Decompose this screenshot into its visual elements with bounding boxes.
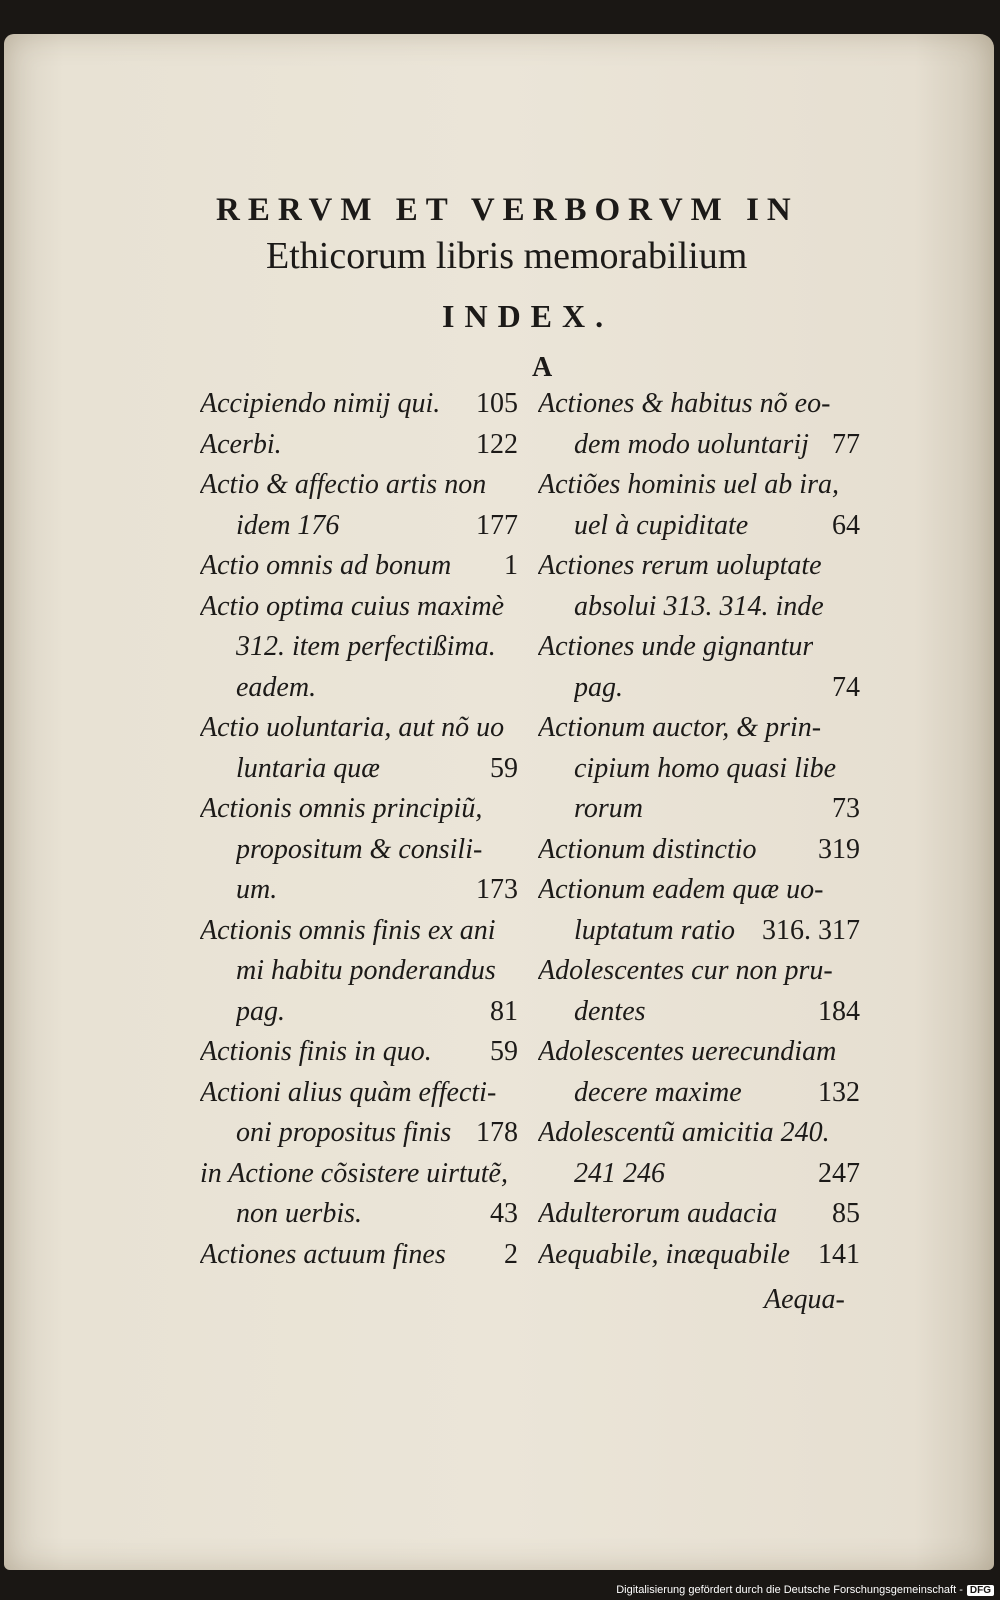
index-entry <box>200 546 518 586</box>
index-entry <box>538 1235 860 1275</box>
index-entry-text: idem 176 <box>236 509 340 541</box>
index-entry-page <box>510 951 518 991</box>
index-entry <box>200 789 518 829</box>
index-entry-page: 316. 317 <box>762 914 860 946</box>
footer-text: Digitalisierung gefördert durch die Deutsche Forschungsgemeinschaft - <box>616 1584 963 1596</box>
index-entry-page <box>852 951 860 991</box>
index-entry-text: uel à cupiditate <box>574 509 749 541</box>
index-entry <box>574 789 860 829</box>
index-entry-text: Actio optima cuius maximè <box>200 590 505 622</box>
index-entry-page <box>852 1032 860 1072</box>
index-entry <box>538 1194 860 1234</box>
index-entry <box>574 1154 860 1194</box>
index-entry <box>200 1073 518 1113</box>
index-entry <box>236 992 518 1032</box>
index-entry-text: luntaria quæ <box>236 752 380 784</box>
index-entry-text: Actioni alius quàm effecti- <box>200 1076 497 1108</box>
index-entry-text: Actiões hominis uel ab ira, <box>538 469 839 500</box>
digitization-footer <box>616 1584 994 1596</box>
index-entry-text: Adolescentes uerecundiam <box>538 1036 837 1067</box>
index-entry-text: luptatum ratio <box>574 914 736 946</box>
index-entry-page <box>852 384 860 424</box>
index-entry <box>200 1154 518 1194</box>
index-entry-text: Aequabile, inæquabile <box>538 1238 790 1270</box>
index-entry-text: Actionis omnis finis ex ani <box>200 914 496 946</box>
index-entry <box>236 1194 518 1234</box>
index-entry <box>236 506 518 546</box>
index-entry-text: Actiones rerum uoluptate <box>538 550 822 581</box>
index-entry-text: Adolescentũ amicitia 240. <box>538 1117 830 1148</box>
index-heading-line2: Ethicorum libris memorabilium <box>266 235 748 277</box>
index-entry-text: pag. <box>236 995 285 1027</box>
index-entry-page <box>510 789 518 829</box>
section-letter: A <box>532 352 553 383</box>
index-entry-text: absolui 313. 314. inde <box>574 590 824 622</box>
index-entry-page: 178 <box>476 1117 518 1148</box>
index-entry-page <box>852 627 860 667</box>
index-entry <box>574 1073 860 1113</box>
index-entry <box>200 708 518 748</box>
index-entry-page <box>852 1113 860 1153</box>
index-entry-page: 77 <box>832 428 860 460</box>
index-entry-page <box>510 668 518 708</box>
index-entry <box>538 870 860 910</box>
index-entry-page <box>852 465 860 505</box>
index-entry-text: propositum & consili- <box>236 833 483 865</box>
index-entry-text: Actiones actuum fines <box>200 1238 446 1270</box>
index-entry-text: Actio uoluntaria, aut nõ uo <box>200 712 505 743</box>
index-entry-page: 59 <box>490 752 518 784</box>
index-entry <box>200 384 518 424</box>
index-entry <box>574 587 860 627</box>
index-entry-text: dentes <box>574 995 646 1027</box>
index-entry <box>574 749 860 789</box>
index-entry-page <box>852 708 860 748</box>
index-entry <box>574 668 860 708</box>
index-entry-text: Actio & affectio artis non <box>200 469 487 500</box>
index-entry-text: Actionum distinctio <box>538 833 757 865</box>
index-entry-page: 73 <box>832 793 860 824</box>
index-entry-page <box>510 587 518 627</box>
index-entry-page: 74 <box>832 671 860 703</box>
index-entry-page <box>852 587 860 627</box>
index-entry <box>200 1235 518 1275</box>
index-entry-text: mi habitu ponderandus <box>236 955 496 986</box>
index-entry-page: 122 <box>476 428 518 460</box>
index-entry <box>538 830 860 870</box>
index-entry <box>538 546 860 586</box>
index-entry-text: Actionis finis in quo. <box>200 1036 432 1067</box>
index-entry-text: um. <box>236 874 278 905</box>
index-entry-text: eadem. <box>236 671 317 703</box>
index-entry <box>574 425 860 465</box>
index-entry-page: 43 <box>490 1198 518 1229</box>
index-entry <box>538 465 860 505</box>
index-entry-text: rorum <box>574 793 643 824</box>
catchword: Aequa- <box>764 1284 845 1315</box>
index-entry <box>200 587 518 627</box>
index-entry-page <box>510 1154 518 1194</box>
index-entry-text: Adulterorum audacia <box>538 1198 778 1229</box>
index-entry-text: Adolescentes cur non pru- <box>538 955 833 986</box>
index-heading-title: INDEX. <box>442 298 614 334</box>
index-entry <box>200 425 518 465</box>
index-entry-text: non uerbis. <box>236 1198 362 1229</box>
index-entry-page: 319 <box>818 833 860 865</box>
index-entry-text: oni propositus finis <box>236 1117 452 1148</box>
index-entry-page <box>510 830 518 870</box>
index-entry <box>236 1113 518 1153</box>
index-entry-page: 184 <box>818 995 860 1027</box>
index-entry-page: 132 <box>818 1076 860 1108</box>
index-entry-text: Actiones & habitus nõ eo- <box>538 388 831 419</box>
index-entry-text: Actionum auctor, & prin- <box>538 712 822 743</box>
index-entry-page: 247 <box>818 1157 860 1189</box>
index-entry <box>574 506 860 546</box>
index-entry-page: 85 <box>832 1198 860 1229</box>
index-entry-text: Actionum eadem quæ uo- <box>538 874 824 905</box>
index-entry <box>236 668 518 708</box>
index-entry <box>200 465 518 505</box>
index-entry-page <box>852 749 860 789</box>
index-entry-page <box>510 911 518 951</box>
index-entry-text: in Actione cõsistere uirtutẽ, <box>200 1157 508 1189</box>
dfg-logo-icon: DFG <box>967 1585 994 1596</box>
index-entry-text: 241 246 <box>574 1157 665 1189</box>
index-entry <box>236 830 518 870</box>
index-entry <box>538 1032 860 1072</box>
index-entry-text: Actio omnis ad bonum <box>200 550 452 581</box>
index-entry-text: Acerbi. <box>200 428 282 460</box>
index-entry <box>538 627 860 667</box>
index-entry-text: cipium homo quasi libe <box>574 752 837 784</box>
index-entry-page: 105 <box>476 388 518 419</box>
index-entry <box>200 911 518 951</box>
index-entry-text: Accipiendo nimij qui. <box>200 388 441 419</box>
index-entry-page: 177 <box>476 509 518 541</box>
index-entry <box>236 749 518 789</box>
index-entry-page <box>852 870 860 910</box>
index-entry-text: Actiones unde gignantur <box>538 631 814 662</box>
index-entry-text: pag. <box>574 671 623 703</box>
index-entry <box>236 951 518 991</box>
index-entry-page <box>510 465 518 505</box>
index-entry <box>538 1113 860 1153</box>
index-entry-page: 1 <box>504 550 518 581</box>
index-entry-page: 141 <box>818 1238 860 1270</box>
index-entry-page: 81 <box>490 995 518 1027</box>
index-entry <box>538 951 860 991</box>
index-entry-page: 59 <box>490 1036 518 1067</box>
index-entry-page <box>510 627 518 667</box>
index-heading-line1: RERVM ET VERBORVM IN <box>216 192 799 228</box>
index-entry <box>200 1032 518 1072</box>
index-entry-page: 64 <box>832 509 860 541</box>
index-entry <box>574 992 860 1032</box>
index-entry <box>538 708 860 748</box>
index-entry-page <box>510 1073 518 1113</box>
index-entry-page <box>510 708 518 748</box>
index-entry <box>574 911 860 951</box>
index-entry <box>538 384 860 424</box>
index-entry-text: decere maxime <box>574 1076 742 1108</box>
index-entry-page: 2 <box>504 1238 518 1270</box>
index-entry-page: 173 <box>476 874 518 905</box>
index-entry-text: dem modo uoluntarij <box>574 428 809 460</box>
index-entry <box>236 627 518 667</box>
index-entry-page <box>852 546 860 586</box>
index-entry-text: 312. item perfectißima. <box>236 631 496 662</box>
index-entry <box>236 870 518 910</box>
index-entry-text: Actionis omnis principiũ, <box>200 793 483 824</box>
